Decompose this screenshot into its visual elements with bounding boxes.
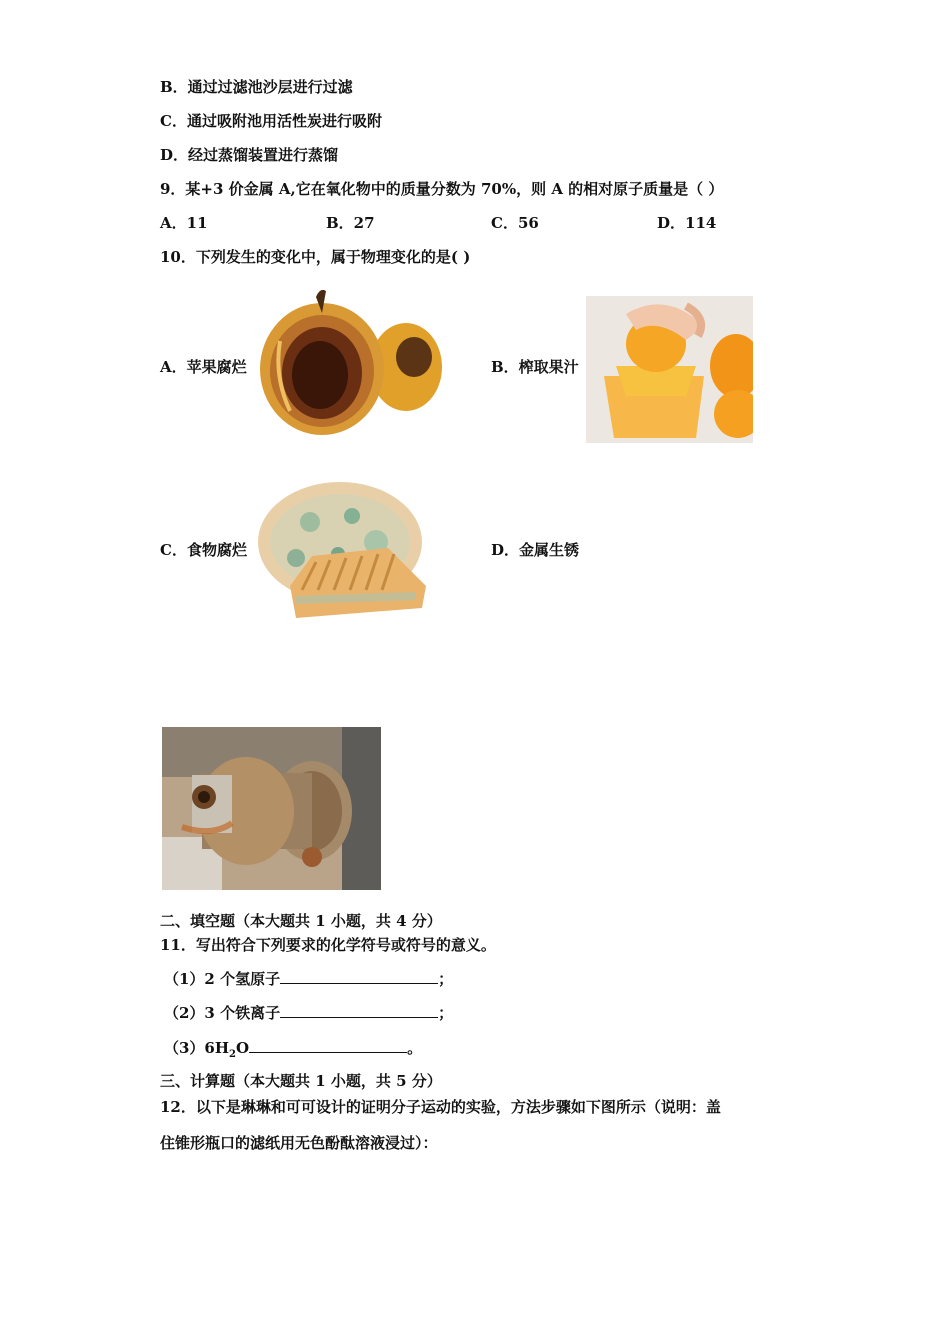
q11-item-3-subscript: 2 xyxy=(229,1049,237,1060)
answer-blank-3[interactable] xyxy=(249,1038,407,1053)
q11-item-2-end: ； xyxy=(438,1004,454,1022)
q10-option-c: C．食物腐烂 xyxy=(160,541,247,559)
q11-item-2-label: （2）3 个铁离子 xyxy=(164,1004,281,1022)
q11-item-1 xyxy=(164,969,453,989)
q9-option-c: C．56 xyxy=(491,214,539,232)
q12-stem-line-2: 住锥形瓶口的滤纸用无色酚酞溶液浸过）： xyxy=(160,1134,438,1152)
q8-option-d: D．经过蒸馏装置进行蒸馏 xyxy=(160,146,339,164)
q11-stem: 11．写出符合下列要求的化学符号或符号的意义。 xyxy=(160,936,496,954)
q9-option-b: B．27 xyxy=(326,214,375,232)
section2-title: 二、填空题（本大题共 1 小题，共 4 分） xyxy=(160,912,442,930)
q9-option-a: A．11 xyxy=(160,214,208,232)
q11-item-2 xyxy=(164,1003,453,1023)
q11-item-3-suffix: O xyxy=(236,1039,250,1057)
rusty-metal-image xyxy=(162,727,381,890)
q11-item-3 xyxy=(164,1038,422,1065)
q11-item-1-end: ； xyxy=(438,970,454,988)
q12-stem-line-1: 12．以下是琳琳和可可设计的证明分子运动的实验，方法步骤如下图所示（说明：盖 xyxy=(160,1098,721,1116)
q10-stem: 10．下列发生的变化中，属于物理变化的是( ) xyxy=(160,248,471,266)
q8-option-c: C．通过吸附池用活性炭进行吸附 xyxy=(160,112,382,130)
q8-option-b: B．通过过滤池沙层进行过滤 xyxy=(160,78,353,96)
q11-item-3-prefix: （3）6H xyxy=(164,1039,230,1057)
answer-blank-1[interactable] xyxy=(280,969,438,984)
q11-item-3-end: 。 xyxy=(407,1039,423,1057)
q9-stem: 9．某+3 价金属 A,它在氧化物中的质量分数为 70%，则 A 的相对原子质量是（ ） xyxy=(160,180,724,198)
q11-item-1-label: （1）2 个氢原子 xyxy=(164,970,281,988)
section3-title: 三、计算题（本大题共 1 小题，共 5 分） xyxy=(160,1072,442,1090)
q9-option-d: D．114 xyxy=(657,214,717,232)
answer-blank-2[interactable] xyxy=(280,1003,438,1018)
moldy-bread-image xyxy=(256,478,433,628)
juicer-image xyxy=(586,296,753,443)
q10-option-b: B．榨取果汁 xyxy=(491,358,579,376)
q10-option-a: A．苹果腐烂 xyxy=(160,358,247,376)
q10-option-d: D．金属生锈 xyxy=(491,541,580,559)
rotten-apple-image xyxy=(256,287,443,439)
